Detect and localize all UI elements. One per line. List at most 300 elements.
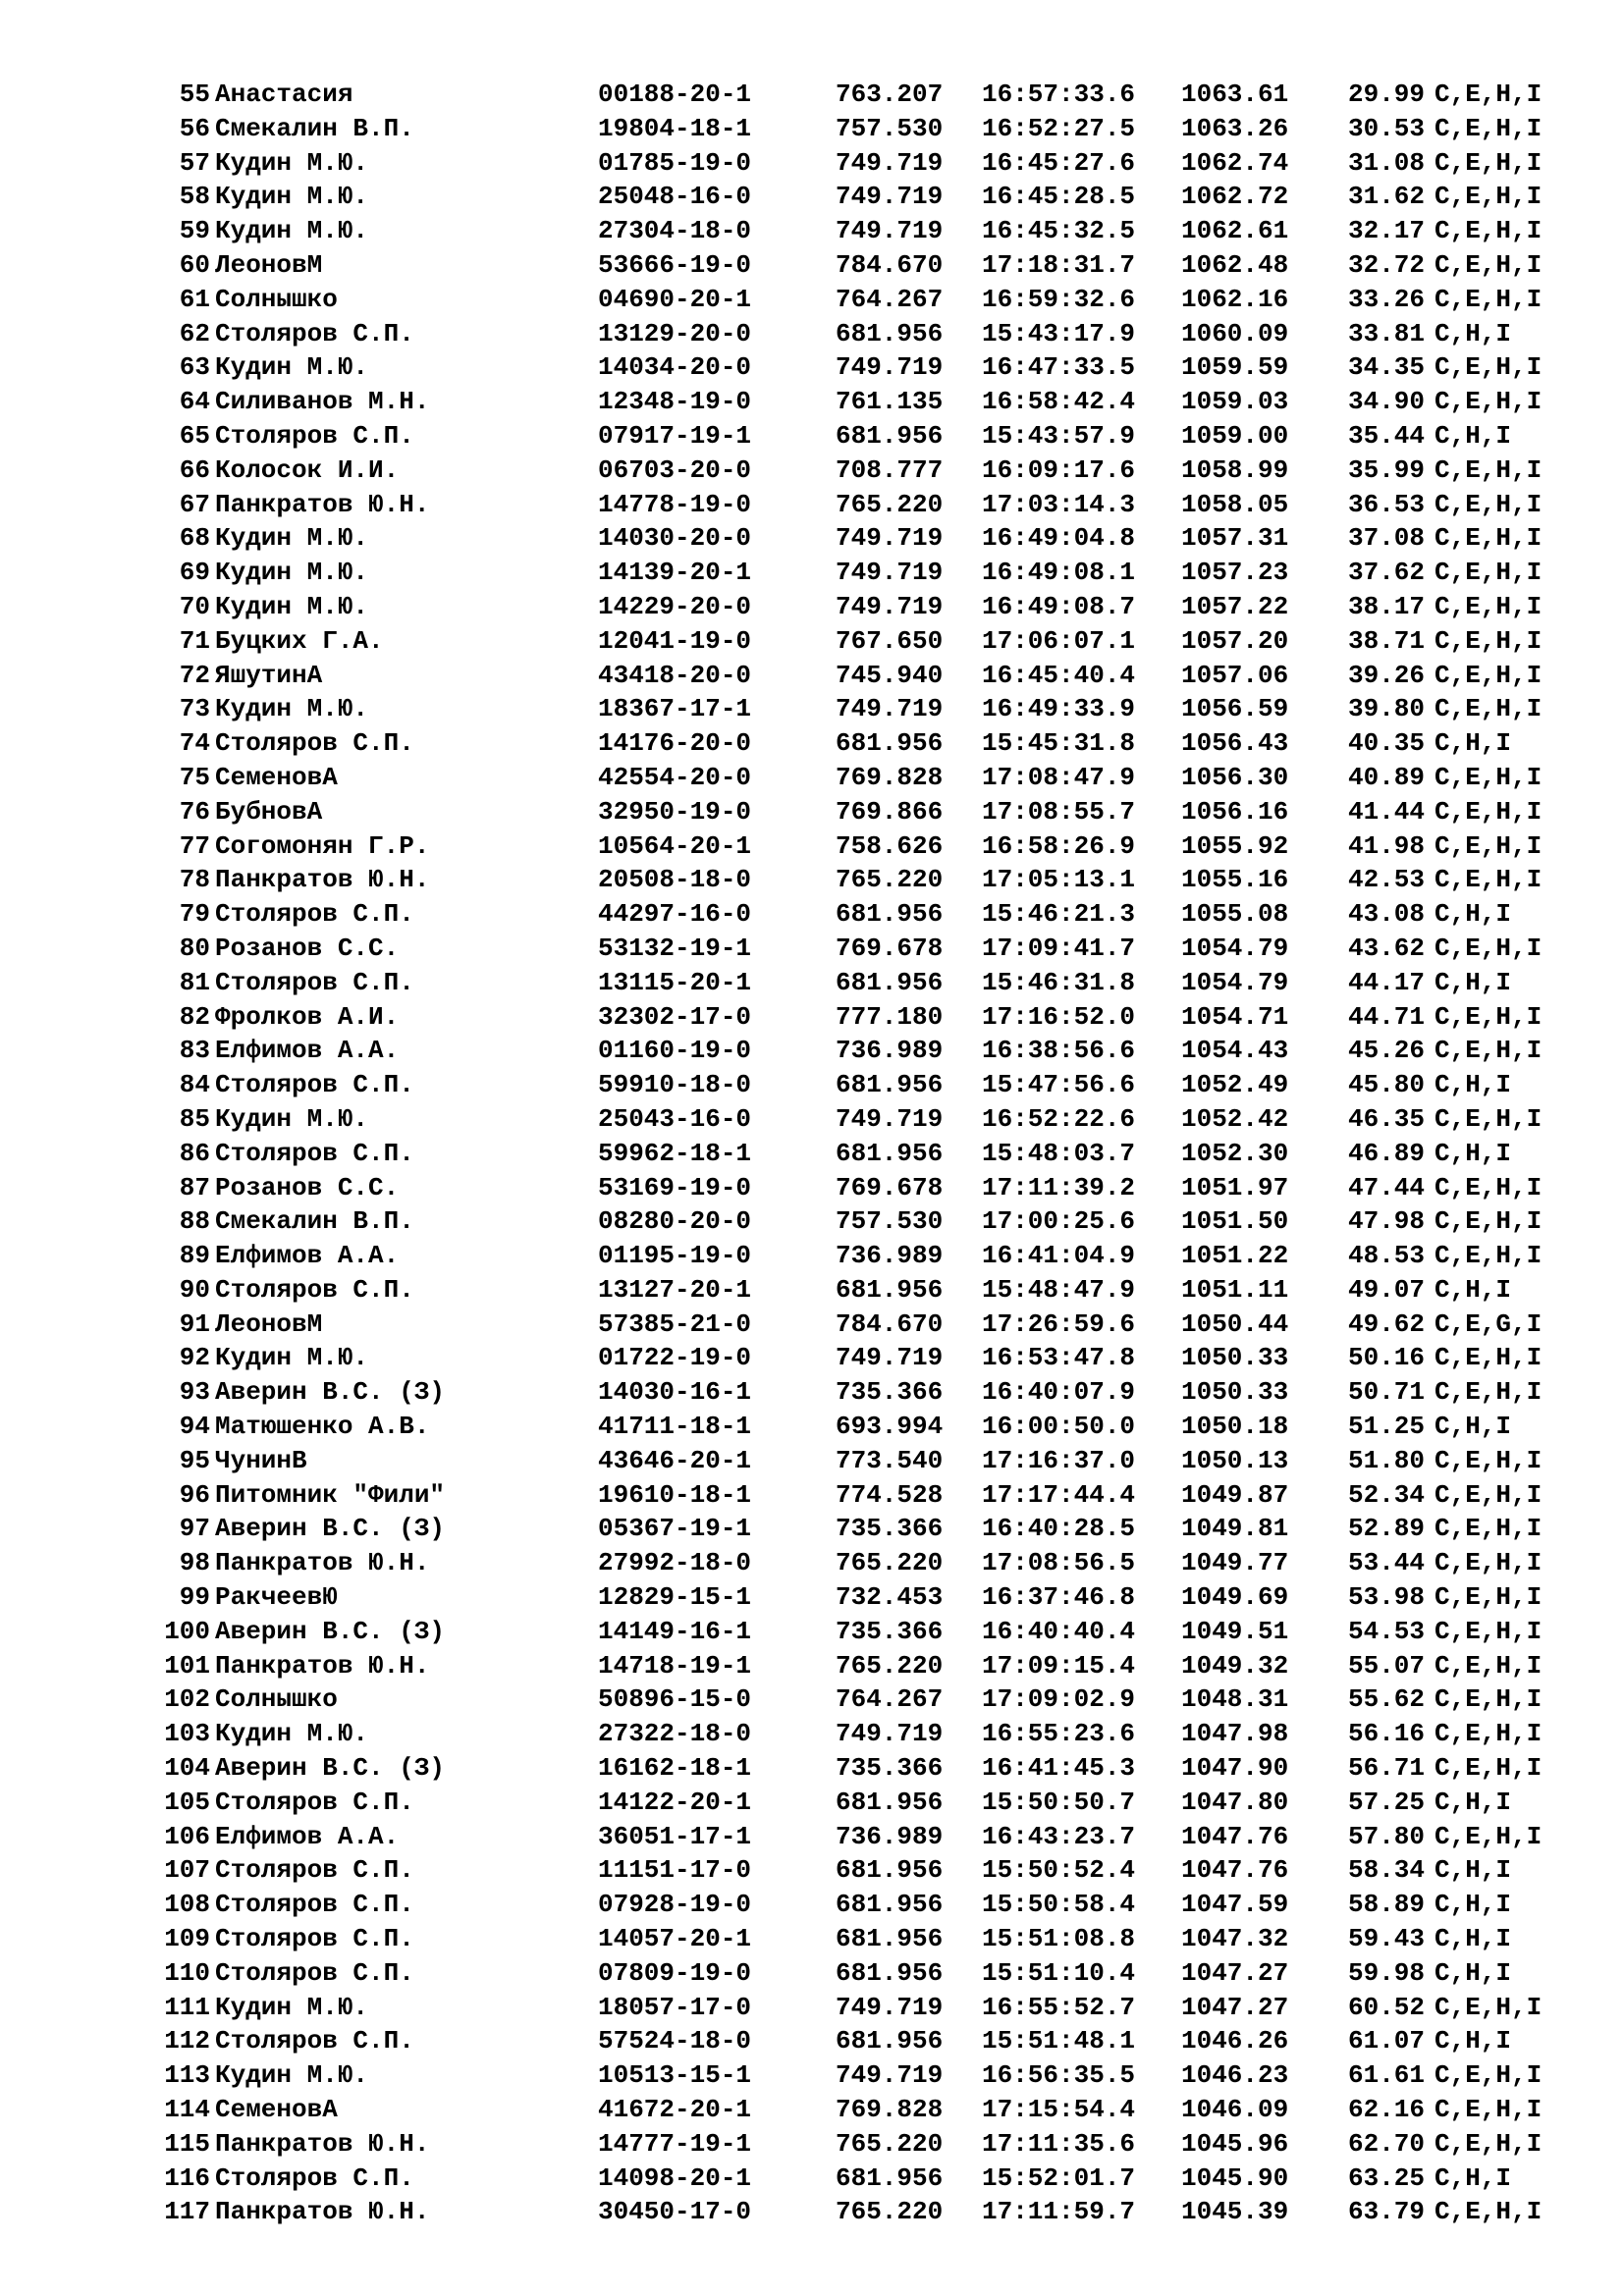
distance: 757.530 (836, 1206, 944, 1237)
ring-number: 19610-18-1 (598, 1479, 752, 1510)
fancier-name: Кудин М.Ю. (215, 2060, 369, 2091)
place-number: 110 (164, 1957, 210, 1988)
ring-number: 59962-18-1 (598, 1138, 752, 1168)
competition-flags: C,H,I (1435, 2163, 1512, 2193)
fancier-name: Столяров С.П. (215, 2026, 414, 2056)
speed: 1047.76 (1181, 1855, 1289, 1886)
coefficient: 41.44 (1348, 796, 1426, 827)
ring-number: 01160-19-0 (598, 1036, 752, 1066)
result-row (0, 863, 1624, 897)
place-number: 58 (179, 182, 210, 212)
fancier-name: Кудин М.Ю. (215, 591, 369, 621)
competition-flags: C,E,H,I (1435, 933, 1543, 963)
result-row (0, 112, 1624, 146)
result-row (0, 248, 1624, 283)
fancier-name: Елфимов А.А. (215, 1036, 400, 1066)
ring-number: 14057-20-1 (598, 1924, 752, 1954)
competition-flags: C,E,H,I (1435, 796, 1543, 827)
place-number: 81 (179, 967, 210, 997)
ring-number: 41672-20-1 (598, 2095, 752, 2125)
fancier-name: Столяров С.П. (215, 899, 414, 930)
ring-number: 16162-18-1 (598, 1753, 752, 1784)
distance: 745.940 (836, 660, 944, 690)
arrival-time: 16:41:04.9 (982, 1241, 1136, 1271)
coefficient: 49.07 (1348, 1274, 1426, 1305)
result-row (0, 2024, 1624, 2058)
fancier-name: Столяров С.П. (215, 1070, 414, 1100)
coefficient: 32.72 (1348, 249, 1426, 280)
competition-flags: C,E,H,I (1435, 1514, 1543, 1544)
place-number: 111 (164, 1992, 210, 2022)
competition-flags: C,H,I (1435, 1787, 1512, 1817)
distance: 681.956 (836, 899, 944, 930)
speed: 1062.48 (1181, 249, 1289, 280)
coefficient: 44.71 (1348, 1001, 1426, 1032)
competition-flags: C,E,H,I (1435, 1616, 1543, 1646)
arrival-time: 17:18:31.7 (982, 249, 1136, 280)
arrival-time: 16:45:32.5 (982, 216, 1136, 246)
result-row (0, 1991, 1624, 2025)
arrival-time: 15:45:31.8 (982, 728, 1136, 759)
arrival-time: 16:49:08.7 (982, 591, 1136, 621)
place-number: 61 (179, 284, 210, 314)
distance: 757.530 (836, 113, 944, 143)
coefficient: 33.26 (1348, 284, 1426, 314)
coefficient: 37.62 (1348, 558, 1426, 588)
result-row (0, 1888, 1624, 1922)
result-row (0, 932, 1624, 966)
distance: 749.719 (836, 182, 944, 212)
distance: 769.678 (836, 1172, 944, 1202)
speed: 1048.31 (1181, 1684, 1289, 1715)
ring-number: 14139-20-1 (598, 558, 752, 588)
speed: 1057.20 (1181, 625, 1289, 656)
place-number: 103 (164, 1719, 210, 1749)
speed: 1050.13 (1181, 1445, 1289, 1475)
competition-flags: C,E,H,I (1435, 694, 1543, 724)
competition-flags: C,H,I (1435, 2026, 1512, 2056)
arrival-time: 16:45:28.5 (982, 182, 1136, 212)
speed: 1050.44 (1181, 1308, 1289, 1339)
ring-number: 14098-20-1 (598, 2163, 752, 2193)
distance: 769.828 (836, 762, 944, 792)
place-number: 66 (179, 454, 210, 485)
speed: 1051.97 (1181, 1172, 1289, 1202)
place-number: 65 (179, 420, 210, 451)
fancier-name: Столяров С.П. (215, 1924, 414, 1954)
distance: 681.956 (836, 2026, 944, 2056)
competition-flags: C,E,H,I (1435, 1206, 1543, 1237)
competition-flags: C,E,H,I (1435, 1684, 1543, 1715)
result-row (0, 1034, 1624, 1068)
place-number: 75 (179, 762, 210, 792)
result-row (0, 1512, 1624, 1546)
ring-number: 32302-17-0 (598, 1001, 752, 1032)
distance: 749.719 (836, 1343, 944, 1373)
place-number: 71 (179, 625, 210, 656)
fancier-name: Столяров С.П. (215, 2163, 414, 2193)
place-number: 105 (164, 1787, 210, 1817)
ring-number: 07809-19-0 (598, 1957, 752, 1988)
arrival-time: 17:16:52.0 (982, 1001, 1136, 1032)
coefficient: 39.80 (1348, 694, 1426, 724)
fancier-name: БубновА (215, 796, 323, 827)
coefficient: 53.98 (1348, 1582, 1426, 1613)
place-number: 88 (179, 1206, 210, 1237)
distance: 764.267 (836, 1684, 944, 1715)
ring-number: 06703-20-0 (598, 454, 752, 485)
place-number: 93 (179, 1377, 210, 1408)
place-number: 84 (179, 1070, 210, 1100)
competition-flags: C,E,G,I (1435, 1308, 1543, 1339)
coefficient: 50.16 (1348, 1343, 1426, 1373)
fancier-name: Розанов С.С. (215, 933, 400, 963)
result-row (0, 1444, 1624, 1478)
competition-flags: C,E,H,I (1435, 182, 1543, 212)
speed: 1050.18 (1181, 1412, 1289, 1442)
result-row (0, 1717, 1624, 1751)
distance: 774.528 (836, 1479, 944, 1510)
coefficient: 47.44 (1348, 1172, 1426, 1202)
ring-number: 13127-20-1 (598, 1274, 752, 1305)
distance: 681.956 (836, 1855, 944, 1886)
distance: 764.267 (836, 284, 944, 314)
competition-flags: C,E,H,I (1435, 1821, 1543, 1851)
fancier-name: ЧунинВ (215, 1445, 307, 1475)
place-number: 106 (164, 1821, 210, 1851)
place-number: 77 (179, 830, 210, 861)
fancier-name: Кудин М.Ю. (215, 352, 369, 383)
result-row (0, 521, 1624, 556)
ring-number: 44297-16-0 (598, 899, 752, 930)
result-row (0, 1649, 1624, 1683)
coefficient: 58.89 (1348, 1890, 1426, 1920)
place-number: 92 (179, 1343, 210, 1373)
arrival-time: 17:11:59.7 (982, 2197, 1136, 2227)
coefficient: 40.89 (1348, 762, 1426, 792)
fancier-name: Матюшенко А.В. (215, 1412, 430, 1442)
distance: 693.994 (836, 1412, 944, 1442)
ring-number: 00188-20-1 (598, 80, 752, 109)
ring-number: 57385-21-0 (598, 1308, 752, 1339)
ring-number: 20508-18-0 (598, 865, 752, 895)
arrival-time: 15:47:56.6 (982, 1070, 1136, 1100)
speed: 1049.51 (1181, 1616, 1289, 1646)
competition-flags: C,E,H,I (1435, 1582, 1543, 1613)
distance: 749.719 (836, 558, 944, 588)
place-number: 80 (179, 933, 210, 963)
fancier-name: Кудин М.Ю. (215, 523, 369, 554)
speed: 1054.79 (1181, 967, 1289, 997)
distance: 732.453 (836, 1582, 944, 1613)
distance: 763.207 (836, 80, 944, 109)
speed: 1056.30 (1181, 762, 1289, 792)
result-row (0, 385, 1624, 419)
arrival-time: 16:38:56.6 (982, 1036, 1136, 1066)
speed: 1051.50 (1181, 1206, 1289, 1237)
ring-number: 42554-20-0 (598, 762, 752, 792)
coefficient: 61.61 (1348, 2060, 1426, 2091)
distance: 736.989 (836, 1241, 944, 1271)
competition-flags: C,E,H,I (1435, 865, 1543, 895)
arrival-time: 15:46:21.3 (982, 899, 1136, 930)
result-row (0, 590, 1624, 624)
fancier-name: Согомонян Г.Р. (215, 830, 430, 861)
ring-number: 04690-20-1 (598, 284, 752, 314)
fancier-name: Аверин В.С. (З) (215, 1377, 446, 1408)
speed: 1052.49 (1181, 1070, 1289, 1100)
result-row (0, 624, 1624, 659)
competition-flags: C,E,H,I (1435, 591, 1543, 621)
coefficient: 60.52 (1348, 1992, 1426, 2022)
distance: 761.135 (836, 387, 944, 417)
coefficient: 44.17 (1348, 967, 1426, 997)
speed: 1063.26 (1181, 113, 1289, 143)
competition-flags: C,H,I (1435, 1924, 1512, 1954)
result-row (0, 1546, 1624, 1580)
arrival-time: 16:52:22.6 (982, 1103, 1136, 1134)
coefficient: 38.71 (1348, 625, 1426, 656)
arrival-time: 16:53:47.8 (982, 1343, 1136, 1373)
competition-flags: C,E,H,I (1435, 1719, 1543, 1749)
place-number: 59 (179, 216, 210, 246)
competition-flags: C,E,H,I (1435, 216, 1543, 246)
ring-number: 25048-16-0 (598, 182, 752, 212)
fancier-name: Столяров С.П. (215, 420, 414, 451)
coefficient: 31.08 (1348, 147, 1426, 178)
arrival-time: 15:51:08.8 (982, 1924, 1136, 1954)
result-row (0, 350, 1624, 385)
coefficient: 52.89 (1348, 1514, 1426, 1544)
speed: 1057.06 (1181, 660, 1289, 690)
distance: 681.956 (836, 728, 944, 759)
arrival-time: 16:52:27.5 (982, 113, 1136, 143)
competition-flags: C,H,I (1435, 899, 1512, 930)
speed: 1052.30 (1181, 1138, 1289, 1168)
distance: 681.956 (836, 967, 944, 997)
place-number: 68 (179, 523, 210, 554)
competition-flags: C,E,H,I (1435, 1650, 1543, 1681)
coefficient: 29.99 (1348, 80, 1426, 109)
speed: 1051.11 (1181, 1274, 1289, 1305)
competition-flags: C,E,H,I (1435, 762, 1543, 792)
ring-number: 10564-20-1 (598, 830, 752, 861)
fancier-name: Солнышко (215, 1684, 338, 1715)
competition-flags: C,H,I (1435, 1070, 1512, 1100)
result-row (0, 1137, 1624, 1171)
arrival-time: 16:57:33.6 (982, 80, 1136, 109)
arrival-time: 16:58:26.9 (982, 830, 1136, 861)
competition-flags: C,H,I (1435, 967, 1512, 997)
place-number: 108 (164, 1890, 210, 1920)
fancier-name: Столяров С.П. (215, 1138, 414, 1168)
result-row (0, 78, 1624, 112)
competition-flags: C,E,H,I (1435, 2128, 1543, 2159)
competition-flags: C,E,H,I (1435, 1172, 1543, 1202)
place-number: 91 (179, 1308, 210, 1339)
fancier-name: Столяров С.П. (215, 1274, 414, 1305)
distance: 749.719 (836, 147, 944, 178)
fancier-name: Кудин М.Ю. (215, 694, 369, 724)
result-row (0, 317, 1624, 351)
ring-number: 12348-19-0 (598, 387, 752, 417)
place-number: 99 (179, 1582, 210, 1613)
speed: 1047.27 (1181, 1957, 1289, 1988)
result-row (0, 2058, 1624, 2093)
competition-flags: C,E,H,I (1435, 660, 1543, 690)
place-number: 86 (179, 1138, 210, 1168)
ring-number: 53132-19-1 (598, 933, 752, 963)
distance: 749.719 (836, 591, 944, 621)
result-row (0, 1922, 1624, 1956)
distance: 736.989 (836, 1036, 944, 1066)
speed: 1049.81 (1181, 1514, 1289, 1544)
ring-number: 59910-18-0 (598, 1070, 752, 1100)
fancier-name: Столяров С.П. (215, 1787, 414, 1817)
speed: 1047.59 (1181, 1890, 1289, 1920)
ring-number: 18367-17-1 (598, 694, 752, 724)
ring-number: 12829-15-1 (598, 1582, 752, 1613)
arrival-time: 17:03:14.3 (982, 489, 1136, 519)
result-row (0, 1751, 1624, 1786)
ring-number: 07928-19-0 (598, 1890, 752, 1920)
fancier-name: Панкратов Ю.Н. (215, 2128, 430, 2159)
result-row (0, 1580, 1624, 1615)
coefficient: 43.08 (1348, 899, 1426, 930)
distance: 708.777 (836, 454, 944, 485)
result-row (0, 1786, 1624, 1820)
result-row (0, 556, 1624, 590)
ring-number: 14122-20-1 (598, 1787, 752, 1817)
fancier-name: Столяров С.П. (215, 1855, 414, 1886)
speed: 1054.43 (1181, 1036, 1289, 1066)
place-number: 97 (179, 1514, 210, 1544)
result-row (0, 795, 1624, 829)
fancier-name: Аверин В.С. (З) (215, 1514, 446, 1544)
distance: 681.956 (836, 1070, 944, 1100)
result-row (0, 180, 1624, 214)
speed: 1059.03 (1181, 387, 1289, 417)
arrival-time: 16:41:45.3 (982, 1753, 1136, 1784)
ring-number: 01722-19-0 (598, 1343, 752, 1373)
speed: 1047.90 (1181, 1753, 1289, 1784)
competition-flags: C,E,H,I (1435, 1479, 1543, 1510)
place-number: 115 (164, 2128, 210, 2159)
coefficient: 57.25 (1348, 1787, 1426, 1817)
result-row (0, 897, 1624, 932)
ring-number: 18057-17-0 (598, 1992, 752, 2022)
result-row (0, 283, 1624, 317)
speed: 1046.23 (1181, 2060, 1289, 2091)
place-number: 89 (179, 1241, 210, 1271)
place-number: 107 (164, 1855, 210, 1886)
place-number: 95 (179, 1445, 210, 1475)
ring-number: 50896-15-0 (598, 1684, 752, 1715)
fancier-name: Смекалин В.П. (215, 113, 414, 143)
fancier-name: Панкратов Ю.Н. (215, 2197, 430, 2227)
coefficient: 58.34 (1348, 1855, 1426, 1886)
distance: 681.956 (836, 1890, 944, 1920)
coefficient: 46.89 (1348, 1138, 1426, 1168)
distance: 681.956 (836, 318, 944, 348)
arrival-time: 17:08:47.9 (982, 762, 1136, 792)
place-number: 56 (179, 113, 210, 143)
coefficient: 63.79 (1348, 2197, 1426, 2227)
competition-flags: C,E,H,I (1435, 1103, 1543, 1134)
competition-flags: C,E,H,I (1435, 454, 1543, 485)
result-row (0, 1853, 1624, 1888)
speed: 1062.72 (1181, 182, 1289, 212)
arrival-time: 17:08:56.5 (982, 1548, 1136, 1578)
coefficient: 55.62 (1348, 1684, 1426, 1715)
ring-number: 57524-18-0 (598, 2026, 752, 2056)
speed: 1047.80 (1181, 1787, 1289, 1817)
ring-number: 05367-19-1 (598, 1514, 752, 1544)
distance: 681.956 (836, 1957, 944, 1988)
place-number: 101 (164, 1650, 210, 1681)
arrival-time: 15:51:48.1 (982, 2026, 1136, 2056)
competition-flags: C,H,I (1435, 728, 1512, 759)
distance: 758.626 (836, 830, 944, 861)
place-number: 74 (179, 728, 210, 759)
arrival-time: 15:51:10.4 (982, 1957, 1136, 1988)
place-number: 104 (164, 1753, 210, 1784)
coefficient: 34.90 (1348, 387, 1426, 417)
competition-flags: C,E,H,I (1435, 625, 1543, 656)
distance: 769.678 (836, 933, 944, 963)
arrival-time: 17:09:41.7 (982, 933, 1136, 963)
competition-flags: C,E,H,I (1435, 1001, 1543, 1032)
speed: 1049.32 (1181, 1650, 1289, 1681)
distance: 769.866 (836, 796, 944, 827)
distance: 681.956 (836, 1787, 944, 1817)
fancier-name: Смекалин В.П. (215, 1206, 414, 1237)
arrival-time: 16:09:17.6 (982, 454, 1136, 485)
ring-number: 14176-20-0 (598, 728, 752, 759)
ring-number: 07917-19-1 (598, 420, 752, 451)
distance: 749.719 (836, 1992, 944, 2022)
speed: 1056.59 (1181, 694, 1289, 724)
fancier-name: СеменовА (215, 762, 338, 792)
speed: 1062.16 (1181, 284, 1289, 314)
coefficient: 53.44 (1348, 1548, 1426, 1578)
competition-flags: C,H,I (1435, 420, 1512, 451)
ring-number: 14778-19-0 (598, 489, 752, 519)
speed: 1058.05 (1181, 489, 1289, 519)
place-number: 82 (179, 1001, 210, 1032)
result-row (0, 1068, 1624, 1102)
ring-number: 11151-17-0 (598, 1855, 752, 1886)
arrival-time: 17:08:55.7 (982, 796, 1136, 827)
ring-number: 14718-19-1 (598, 1650, 752, 1681)
result-row (0, 1410, 1624, 1444)
speed: 1058.99 (1181, 454, 1289, 485)
result-row (0, 146, 1624, 181)
arrival-time: 16:56:35.5 (982, 2060, 1136, 2091)
arrival-time: 16:37:46.8 (982, 1582, 1136, 1613)
fancier-name: Кудин М.Ю. (215, 182, 369, 212)
distance: 765.220 (836, 489, 944, 519)
ring-number: 27304-18-0 (598, 216, 752, 246)
arrival-time: 16:49:08.1 (982, 558, 1136, 588)
speed: 1062.74 (1181, 147, 1289, 178)
fancier-name: Колосок И.И. (215, 454, 400, 485)
arrival-time: 17:26:59.6 (982, 1308, 1136, 1339)
competition-flags: C,E,H,I (1435, 2095, 1543, 2125)
arrival-time: 16:00:50.0 (982, 1412, 1136, 1442)
ring-number: 19804-18-1 (598, 113, 752, 143)
arrival-time: 17:09:15.4 (982, 1650, 1136, 1681)
